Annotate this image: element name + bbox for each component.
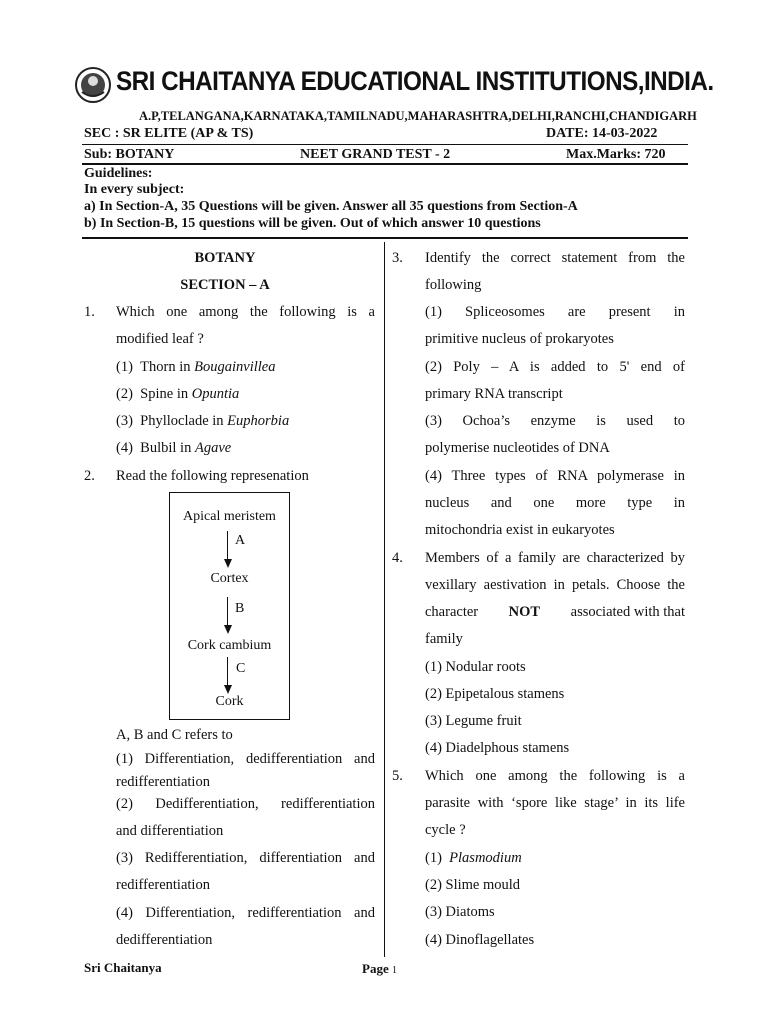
arrow-down-icon [224, 685, 232, 694]
q5-option-3: (3) Diatoms [425, 904, 495, 920]
q2-option-4-line1: (4) Differentiation, redifferentiation and [116, 905, 375, 921]
diagram-label-a: A [235, 533, 246, 548]
column-divider [384, 242, 385, 957]
subject-label: Sub: BOTANY [84, 147, 175, 162]
footer-brand: Sri Chaitanya [84, 960, 162, 975]
q4-option-2: (2) Epipetalous stamens [425, 686, 565, 702]
diagram-arrow-a [227, 531, 228, 561]
q4-option-3: (3) Legume fruit [425, 713, 522, 729]
q3-option-4-line3: mitochondria exist in eukaryotes [425, 522, 615, 538]
page-number: 1 [391, 965, 397, 976]
guidelines-intro: In every subject: [84, 182, 185, 197]
q1-stem-line1: Which one among the following is a [116, 304, 375, 320]
page-indicator: Page 1 [362, 961, 397, 976]
guidelines-title: Guidelines: [84, 166, 153, 181]
q2-option-1-line1: (1) Differentiation, dedifferentiation and [116, 751, 375, 767]
section-heading: SECTION – A [180, 277, 270, 293]
test-name: NEET GRAND TEST - 2 [300, 147, 451, 162]
q1-stem-line2: modified leaf ? [116, 331, 204, 347]
diagram-label-b: B [235, 601, 245, 616]
arrow-down-icon [224, 559, 232, 568]
q3-stem-line2: following [425, 277, 482, 293]
q5-option-4: (4) Dinoflagellates [425, 932, 535, 948]
exam-date: DATE: 14-03-2022 [546, 126, 658, 141]
q3-option-2-line1: (2) Poly – A is added to 5' end of [425, 359, 685, 375]
q4-stem-line3: character NOT associated with that [425, 604, 685, 620]
diagram-arrow-b [227, 597, 228, 627]
q5-stem-line2: parasite with ‘spore like stage’ in its life [425, 795, 685, 811]
q2-option-2-line2: and differentiation [116, 823, 224, 839]
subject-heading: BOTANY [194, 250, 256, 266]
q2-option-1-line2: redifferentiation [116, 774, 210, 790]
guidelines-rule [82, 237, 688, 239]
states-list: A.P,TELANGANA,KARNATAKA,TAMILNADU,MAHARASHTRA,DELHI,RANCHI,CHANDIGARH [139, 109, 697, 123]
diagram-node-apical-meristem: Apical meristem [183, 509, 276, 524]
q1-option-1: (1) Thorn in Bougainvillea [116, 359, 276, 375]
q2-option-3-line2: redifferentiation [116, 877, 210, 893]
header-rule-bottom [82, 163, 688, 165]
guideline-b: b) In Section-B, 15 questions will be given. Out of which answer 10 questions [84, 216, 541, 231]
q3-number: 3. [392, 250, 403, 266]
q5-option-1: (1) Plasmodium [425, 850, 522, 866]
q3-option-1-line2: primitive nucleus of prokaryotes [425, 331, 614, 347]
q1-option-2: (2) Spine in Opuntia [116, 386, 240, 402]
max-marks: Max.Marks: 720 [566, 147, 666, 162]
q2-option-2-line1: (2) Dedifferentiation, redifferentiation [116, 796, 375, 812]
q5-number: 5. [392, 768, 403, 784]
q4-stem-line4: family [425, 631, 463, 647]
institution-title: SRI CHAITANYA EDUCATIONAL INSTITUTIONS,INDIA. [116, 66, 714, 96]
q2-option-3-line1: (3) Redifferentiation, differentiation and [116, 850, 375, 866]
arrow-down-icon [224, 625, 232, 634]
q2-option-4-line2: dedifferentiation [116, 932, 213, 948]
q3-option-2-line2: primary RNA transcript [425, 386, 563, 402]
q1-number: 1. [84, 304, 95, 320]
q2-prompt: A, B and C refers to [116, 727, 233, 743]
guideline-a: a) In Section-A, 35 Questions will be given. Answer all 35 questions from Section-A [84, 199, 578, 214]
q4-option-4: (4) Diadelphous stamens [425, 740, 570, 756]
q3-option-1-line1: (1) Spliceosomes are present in [425, 304, 685, 320]
q4-stem-line2: vexillary aestivation in petals. Choose the [425, 577, 685, 593]
q1-option-3: (3) Phylloclade in Euphorbia [116, 413, 290, 429]
q5-stem-line1: Which one among the following is a [425, 768, 685, 784]
diagram-node-cork: Cork [215, 694, 244, 709]
q3-option-3-line2: polymerise nucleotides of DNA [425, 440, 610, 456]
q3-stem-line1: Identify the correct statement from the [425, 250, 685, 266]
q1-option-4: (4) Bulbil in Agave [116, 440, 232, 456]
q3-option-3-line1: (3) Ochoa’s enzyme is used to [425, 413, 685, 429]
q3-option-4-line2: nucleus and one more type in [425, 495, 685, 511]
diagram-node-cork-cambium: Cork cambium [187, 638, 272, 653]
diagram-label-c: C [236, 661, 246, 676]
q2-flow-diagram [169, 492, 290, 720]
diagram-arrow-c [227, 657, 228, 687]
q4-option-1: (1) Nodular roots [425, 659, 526, 675]
diagram-node-cortex: Cortex [210, 571, 249, 586]
q5-stem-line3: cycle ? [425, 822, 466, 838]
q2-number: 2. [84, 468, 95, 484]
section-label: SEC : SR ELITE (AP & TS) [84, 126, 254, 141]
q4-stem-line1: Members of a family are characterized by [425, 550, 685, 566]
q3-option-4-line1: (4) Three types of RNA polymerase in [425, 468, 685, 484]
q4-number: 4. [392, 550, 403, 566]
institution-logo-icon [74, 66, 112, 104]
q5-option-2: (2) Slime mould [425, 877, 521, 893]
q2-stem: Read the following represenation [116, 468, 309, 484]
header-rule-top [82, 144, 688, 145]
